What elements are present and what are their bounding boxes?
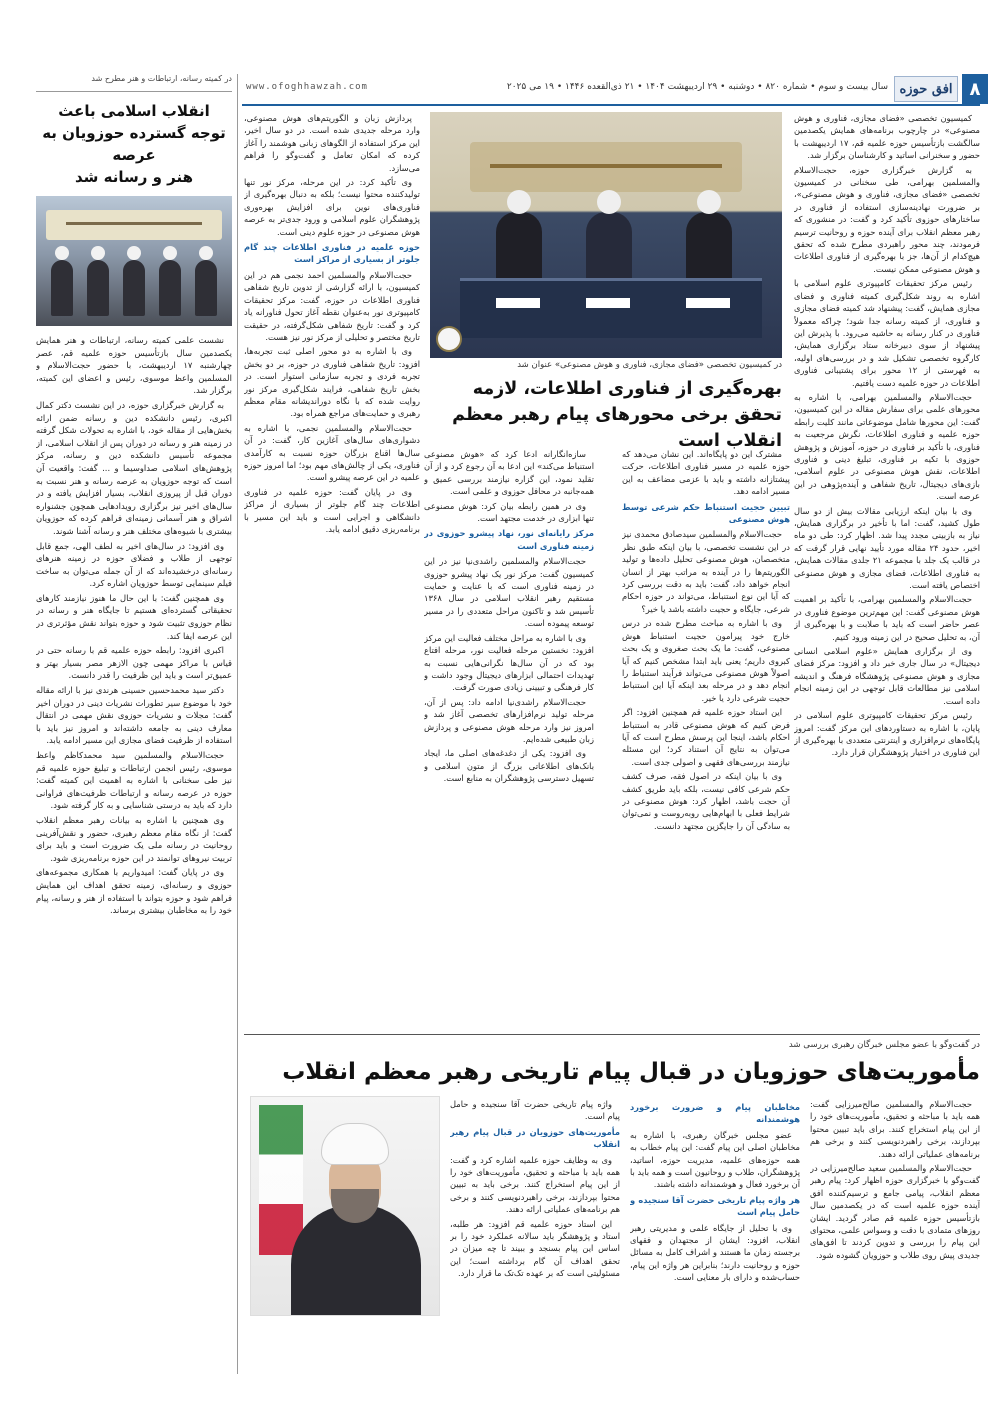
main-article-column-mid-left (424, 448, 594, 1024)
paragraph: سازه‌انگارانه ادعا کرد که «هوش مصنوعی استنباط می‌کند» این ادعا به آن رجوع کرد و از آن تقلید نمود، این گزاره نیازمند بررسی عمیق و همه‌جانبه در محافل حوزوی و علمی است. (424, 449, 594, 497)
nameplate (496, 298, 540, 308)
bottom-article-column-3 (450, 1098, 620, 1378)
paragraph: اکبری افزود: رابطه حوزه علمیه قم با رسانه حتی در قیاس با مراکز مهمی چون الازهر مصر بسیار بهتر و عمیق‌تر است و باید این ظرفیت را قدر دانست. (36, 645, 232, 681)
panelist-figure (159, 260, 181, 316)
paragraph: این استاد حوزه علمیه قم افزود: هر طلبه، استاد و پژوهشگر باید سالانه عملکرد خود را بر اساس این پیام بسنجد و ببیند تا چه میزان در تحقق اهداف آن گام برداشته است؛ این مسئولیتی است که بر عهده تک‌تک ما قرار دارد. (450, 1218, 620, 1279)
main-article-photo (430, 112, 782, 358)
paragraph: وی به وظایف حوزه علمیه اشاره کرد و گفت: همه باید با مباحثه و تحقیق، مأموریت‌های خود را از این پیام استخراج کنند. برخی باید به تبیین محتوا بپردازند، برخی راهبردنویسی کنند و برخی هم برنامه‌های عملیاتی ارائه دهند. (450, 1154, 620, 1215)
paragraph: به گزارش خبرگزاری حوزه، حجت‌الاسلام والمسلمین بهرامی، طی سخنانی در کمیسیون تخصصی «فضای مجازی، فناوری و هوش مصنوعی»، بر ضرورت نهادینه‌سازی استفاده از فناوری در ساختارهای حوزوی تأکید کرد و گفت: در منشوری که رهبر معظم انقلاب برای آینده حوزه و روحانیت ترسیم فرمودند، چند محور راهبردی مطرح شده که تحقق هیچ‌کدام از آن‌ها، جز با بهره‌گیری از فناوری اطلاعات و هوش مصنوعی ممکن نیست. (794, 164, 980, 274)
website-url[interactable]: www.ofoghhawzah.com (246, 82, 368, 92)
panelist-figure (123, 260, 145, 316)
paragraph: وی همچنین گفت: با این حال ما هنوز نیازمند کارهای تحقیقاتی گسترده‌ای هستیم تا جایگاه هنر و رسانه در نظام حوزوی تثبیت شود و حوزه بتواند نقش مؤثرتری در این عرصه ایفا کند. (36, 592, 232, 641)
paragraph: حجت‌الاسلام والمسلمین سعید صالح‌میرزایی در گفت‌وگو با خبرگزاری حوزه اظهار کرد: پیام رهبر معظم انقلاب، پیامی جامع و ترسیم‌کننده افق آینده حوزه علمیه است که در یکصدمین سال بازتأسیس حوزه علمیه قم صادر گردید. ایشان روزهای متمادی با دقت و وسواس علمی، محتوای این پیام را بررسی و تدوین کردند تا افق‌های جدیدی پیش روی طلاب و حوزویان گشوده شود. (810, 1163, 980, 1260)
left-article-body (36, 334, 232, 1344)
column-divider (237, 74, 238, 1374)
paragraph: دکتر سید محمدحسین حسینی هرندی نیز با ارائه مقاله خود با موضوع سیر تطورات نشریات دینی در دوران اخیر گفت: مجلات و نشریات حوزوی نقش مهمی در انتقال معارف دینی به جامعه داشته‌اند و امروز نیز باید با استفاده از ظرفیت فضای مجازی این مسیر ادامه یابد. (36, 685, 232, 746)
panelist-figure (195, 260, 217, 316)
banner-graphic (46, 210, 222, 240)
agency-emblem (436, 326, 462, 352)
issue-info: سال بیست و سوم • شماره ۸۲۰ • دوشنبه • ۲۹ اردیبهشت ۱۴۰۴ • ۲۱ ذی‌القعده ۱۴۴۶ • ۱۹ می ۲۰۲۵ (506, 82, 888, 92)
subheading: مرکز رایانه‌ای نور، نهاد پیشرو حوزوی در زمینه فناوری است (424, 528, 594, 551)
left-article-photo (36, 196, 232, 326)
paragraph: وی در پایان گفت: حوزه علمیه در فناوری اطلاعات چند گام جلوتر از بسیاری از مراکز دانشگاهی و اجرایی است و باید این مسیر با برنامه‌ریزی دقیق ادامه یابد. (244, 486, 420, 534)
main-article-column-left (244, 112, 420, 1024)
paragraph: وی افزود: در سال‌های اخیر به لطف الهی، جمع قابل توجهی از طلاب و فضلای حوزه در زمینه هنرهای رسانه‌ای درخشیده‌اند که از آن جمله می‌توان به ساخت فیلم سینمایی توسط حوزویان اشاره کرد. (36, 540, 232, 589)
bottom-article-column-2 (630, 1098, 800, 1378)
speaker-figure (686, 212, 732, 282)
subheading: مأموریت‌های حوزویان در قبال پیام رهبر انقلاب (450, 1126, 620, 1150)
paragraph: نشست علمی کمیته رسانه، ارتباطات و هنر همایش یکصدمین سال بازتأسیس حوزه علمیه قم، عصر چهارشنبه ۱۷ اردیبهشت، با حضور حجت‌الاسلام و المسلمین واعظ موسوی، رئیس و اعضای این کمیته، برگزار شد. (36, 335, 232, 396)
paragraph: حجت‌الاسلام راشدی‌نیا ادامه داد: پس از آن، مرحله تولید نرم‌افزارهای تخصصی آغاز شد و امروز نیز وارد مرحله هوش مصنوعی و پردازش زبان طبیعی شده‌ایم. (424, 696, 594, 744)
left-article (36, 74, 232, 1374)
panelist-figure (51, 260, 73, 316)
paragraph: پردازش زبان و الگوریتم‌های هوش مصنوعی، وارد مرحله جدیدی شده است. در دو سال اخیر، این مرکز استفاده از الگوهای زبانی هوشمند را آغاز کرده که امکان تعامل و گفت‌وگو را فراهم می‌سازد. (244, 113, 420, 173)
paragraph: وی با تحلیل از جایگاه علمی و مدیریتی رهبر انقلاب، افزود: ایشان از مجتهدان و فقهای برجسته زمان ما هستند و اشراف کامل به مسائل حوزه و روحانیت دارند؛ بنابراین هر واژه این پیام، حساب‌شده و دارای بار معنایی است. (630, 1222, 800, 1283)
nameplate (686, 298, 730, 308)
paragraph: عضو مجلس خبرگان رهبری، با اشاره به مخاطبان اصلی این پیام گفت: این پیام خطاب به همه حوزه‌های علمیه، مدیریت حوزه، اساتید، پژوهشگران، طلاب و روحانیون است و همه باید با آن برخورد فعال و هوشمندانه داشته باشند. (630, 1129, 800, 1190)
paragraph: وی افزود: یکی از دغدغه‌های اصلی ما، ایجاد بانک‌های اطلاعاتی بزرگ از متون اسلامی و تسهیل دسترسی پژوهشگران به منابع است. (424, 748, 594, 784)
section-divider (244, 1034, 980, 1035)
interviewee-portrait (250, 1096, 440, 1316)
speaker-figure (496, 212, 542, 282)
left-article-title (36, 100, 232, 188)
header-divider (242, 104, 980, 106)
paragraph: وی با اشاره به مباحث مطرح شده در درس خارج خود پیرامون حجیت استنباط هوش مصنوعی، گفت: ما یک بحث صغروی و یک بحث کبروی داریم؛ یعنی باید ابتدا مشخص کنیم که آیا اصولاً هوش مصنوعی می‌تواند فرآیند استنباط را انجام دهد و در مرحله بعد اینکه آیا این استنباط حجیت شرعی دارد یا خیر. (622, 618, 790, 703)
paragraph: حجت‌الاسلام والمسلمین راشدی‌نیا نیز در این کمیسیون گفت: مرکز نور یک نهاد پیشرو حوزوی در زمینه فناوری است که با عنایت و حمایت مستقیم رهبر انقلاب اسلامی در سال ۱۳۶۸ تأسیس شد و تاکنون مراحل متعددی را در مسیر توسعه پیموده است. (424, 556, 594, 629)
paragraph: رئیس مرکز تحقیقات کامپیوتری علوم اسلامی با اشاره به روند شکل‌گیری کمیته فناوری و فضای مجازی همایش، گفت: پیشنهاد شد کمیته فضای مجازی و فناوری، از کمیته رسانه جدا شود؛ چراکه معمولاً فناوری در کنار رسانه به حاشیه می‌رود. با پذیرش این پیشنهاد از سوی دبیرخانه ستاد برگزاری همایش، کارگروه تخصصی تشکیل شد و در بررسی‌های اولیه، به فهرستی از ۱۲ محور برای پشتیبانی فناوری اطلاعات در حوزه علمیه دست یافتیم. (794, 278, 980, 388)
bottom-article-headline: مأموریت‌های حوزویان در قبال پیام تاریخی رهبر معظم انقلاب (282, 1059, 980, 1085)
turban-graphic (321, 1123, 389, 1165)
left-title-line: انقلاب اسلامی باعث (58, 102, 210, 120)
paragraph: وی همچنین با اشاره به بیانات رهبر معظم انقلاب گفت: از نگاه مقام معظم رهبری، حضور و نقش‌آفرینی روحانیت در رسانه ملی یک ضرورت است و باید برای تربیت نیروهای توانمند در این حوزه برنامه‌ریزی شود. (36, 814, 232, 863)
page-header (242, 74, 980, 104)
main-article (244, 112, 980, 1132)
iran-flag-graphic (259, 1105, 303, 1255)
subheading: حوزه علمیه در فناوری اطلاعات چند گام جلوتر از بسیاری از مراکز است (244, 242, 420, 265)
left-title-line: توجه گسترده حوزویان به عرصه (42, 124, 226, 164)
paragraph: وی در پایان گفت: امیدواریم با همکاری مجموعه‌های حوزوی و رسانه‌ای، زمینه تحقق اهداف این همایش فراهم شود و حوزه بتواند با استفاده از هنر و رسانه، پیام خود را به مخاطبان بیشتری برساند. (36, 867, 232, 916)
publication-logo: افق حوزه (894, 76, 958, 102)
main-article-headline: بهره‌گیری از فناوری اطلاعات، لازمه تحقق برخی محورهای پیام رهبر معظم انقلاب است (452, 379, 782, 451)
main-article-column-mid-right (622, 448, 790, 1024)
paragraph: وی با اشاره به دو محور اصلی ثبت تجربه‌ها، افزود: تاریخ شفاهی فناوری در حوزه، بر دو بخش تجربه فردی و تجربه سازمانی استوار است. در بخش تاریخ شفاهی، فرایند شکل‌گیری مرکز نور روایت شده که با نگاه دوراندیشانه مقام معظم رهبری و حمایت‌های مراجع همراه بود. (244, 346, 420, 419)
bottom-article (244, 1040, 980, 1380)
left-title-line: هنر و رسانه شد (74, 168, 193, 186)
paragraph: حجت‌الاسلام والمسلمین بهرامی، با تأکید بر اهمیت هوش مصنوعی گفت: این مهم‌ترین موضوع فناوری در عصر حاضر است که باید با صلابت و با بهره‌گیری از آن، به تحلیل صحیح در این زمینه ورود کنیم. (794, 594, 980, 642)
paragraph: کمیسیون تخصصی «فضای مجازی، فناوری و هوش مصنوعی» در چارچوب برنامه‌های همایش یکصدمین سالگشت بازتأسیس حوزه علمیه قم، ۱۷ اردیبهشت با حضور و سخنرانی اساتید و کارشناسان برگزار شد. (794, 113, 980, 161)
paragraph: رئیس مرکز تحقیقات کامپیوتری علوم اسلامی در پایان، با اشاره به دستاوردهای این مرکز گفت: امروز پایگاه‌های نرم‌افزاری و اینترنتی متعددی با بهره‌گیری از این فناوری در اختیار پژوهشگران قرار دارد. (794, 710, 980, 758)
paragraph: واژه پیام تاریخی حضرت آقا سنجیده و حامل پیام است. (450, 1099, 620, 1122)
paragraph: مشترک این دو پایگاه‌اند. این نشان می‌دهد که حوزه علمیه در مسیر فناوری اطلاعات، حرکت پیشتازانه داشته و باید با عزمی مضاعف به این مسیر ادامه دهد. (622, 449, 790, 497)
paragraph: حجت‌الاسلام والمسلمین بهرامی، با اشاره به محورهای علمی برای سفارش مقاله در این کمیسیون، گفت: این محورها شامل موضوعاتی مانند کلیت رابطه حوزه علمیه و فناوری اطلاعات، نگرش مرجعیت به فناوری، با تأکید بر فناوری در حوزه، آموزش و پژوهش حوزوی با تکیه بر فناوری، تبلیغ دینی و فناوری اطلاعات، نقش هوش مصنوعی در علوم اسلامی، بازی‌های دیجیتال، تاریخ شفاهی و آینده‌پژوهی در این عرصه است. (794, 391, 980, 502)
panel-table (460, 278, 762, 338)
paragraph: حجت‌الاسلام والمسلمین احمد نجمی هم در این کمیسیون، با ارائه گزارشی از تدوین تاریخ شفاهی فناوری اطلاعات در حوزه، گفت: مرکز تحقیقات کامپیوتری نور به‌عنوان نقطه آغاز تحول فناورانه یاد کرد و گفت: تاریخ شفاهی شکل‌گرفته، در حقیقت تاریخ مختصر و تحلیلی از مرکز نور نیز هست. (244, 269, 420, 342)
paragraph: وی از برگزاری همایش «علوم اسلامی انسانی دیجیتال» در سال جاری خبر داد و افزود: مرکز فضای مجازی و هوش مصنوعی پژوهشگاه فرهنگ و اندیشه اسلامی نیز مطالعات قابل توجهی در این زمینه انجام داده است. (794, 646, 980, 706)
subheading: هر واژه پیام تاریخی حضرت آقا سنجیده و حامل پیام است (630, 1194, 800, 1218)
conference-banner (470, 142, 742, 192)
panelist-figure (87, 260, 109, 316)
paragraph: حجت‌الاسلام والمسلمین صالح‌میرزایی گفت: همه باید با مباحثه و تحقیق، مأموریت‌های خود را از این پیام استخراج کنند. برای باید تبیین محتوا بپردازند، برخی راهبردنویسی کنند و برخی هم برنامه‌های عملیاتی ارائه دهند. (810, 1099, 980, 1159)
paragraph: حجت‌الاسلام والمسلمین سید محمدکاظم واعظ موسوی، رئیس انجمن ارتباطات و تبلیغ حوزه علمیه قم نیز طی سخنانی با اشاره به اهمیت این کمیته گفت: حوزه در عرصه رسانه و ارتباطات ظرفیت‌های فراوانی دارد که باید به درستی شناسایی و به کار گرفته شود. (36, 750, 232, 811)
paragraph: حجت‌الاسلام والمسلمین نجمی، با اشاره به دشواری‌های سال‌های آغازین کار، گفت: در آن سال‌ها اقناع بزرگان حوزه نسبت به کارآمدی فناوری، یکی از چالش‌های مهم بود؛ اما امروز حوزه علمیه در این عرصه پیشرو است. (244, 422, 420, 483)
paragraph: حجت‌الاسلام والمسلمین سیدصادق محمدی نیز در این نشست تخصصی، با بیان اینکه طبق نظر متخصصان، هوش مصنوعی تحلیل داده‌ها و تولید الگوریتم‌ها را در آینده به مراتب بهتر از انسان انجام خواهد داد، گفت: باید به دقت بررسی کرد که آیا این نوع استنباط، می‌تواند در حوزه احکام شرعی، جایگاه و حجیت داشته باشد یا خیر؟ (622, 529, 790, 614)
speaker-figure (586, 212, 632, 282)
paragraph: این استاد حوزه علمیه قم همچنین افزود: اگر فرض کنیم که هوش مصنوعی قادر به استنباط احکام باشد، اینجا این پرسش مطرح است که آیا می‌توان به نتایج آن استناد کرد؛ این مسئله نیازمند بررسی‌های فقهی و اصولی جدی است. (622, 707, 790, 767)
paragraph: به گزارش خبرگزاری حوزه، در این نشست دکتر کمال اکبری، رئیس دانشکده دین و رسانه ضمن ارائه بخش‌هایی از مقاله خود، با اشاره به تحولات شکل گرفته در زمینه هنر و رسانه در دوران پس از انقلاب اسلامی، از مجموعه تأسیس دانشکده دین و رسانه، مرکز پژوهش‌های اسلامی صداوسیما و ... گفت: واقعیت آن است که توجه حوزویان به عرصه رسانه و هنر نسبت به دوران قبل از پیروزی انقلاب، بسیار افزایش یافته و در سال‌های اخیر نیز برگزاری رویدادهایی همچون جشنواره اشراق و هنر آسمانی زمینه‌ای فراهم کرده که حوزویان بیشتری با شیوه‌های مختلف هنر و رسانه آشنا شوند. (36, 399, 232, 536)
nameplate (586, 298, 630, 308)
paragraph: وی با بیان اینکه در اصول فقه، صرف کشف حکم شرعی کافی نیست، بلکه باید طریق کشف آن حجت باشد، اظهار کرد: هوش مصنوعی در شرایط فعلی با ابهام‌هایی روبه‌روست و نمی‌توان به سادگی آن را جایگزین مجتهد دانست. (622, 771, 790, 831)
bottom-article-kicker: در گفت‌وگو با عضو مجلس خبرگان رهبری بررسی شد (788, 1040, 980, 1050)
page-number: ۸ (962, 74, 988, 104)
paragraph: وی با بیان اینکه ارزیابی مقالات بیش از دو سال طول کشید، گفت: اما با تأخیر در برگزاری همایش، نیاز به بازبینی مجدد پیدا شد. اظهار کرد: طی دو ماه اخیر، حدود ۲۴ مقاله مورد تأیید نهایی قرار گرفت که در قالب یک جلد با مجموعه ۲۱ جلدی مقالات همایش، به فناوری اطلاعات، فضای مجازی و هوش مصنوعی اختصاص یافته است. (794, 505, 980, 591)
left-article-category: در کمیته رسانه، ارتباطات و هنر مطرح شد (36, 74, 232, 92)
bottom-article-column-1 (810, 1098, 980, 1378)
paragraph: وی در همین رابطه بیان کرد: هوش مصنوعی تنها ابزاری در خدمت مجتهد است. (424, 500, 594, 524)
subheading: تبیین حجیت استنباط حکم شرعی توسط هوش مصنوعی (622, 501, 790, 525)
main-article-column-right (794, 112, 980, 1024)
subheading: مخاطبان پیام و ضرورت برخورد هوشمندانه (630, 1102, 800, 1125)
main-article-caption: در کمیسیون تخصصی «فضای مجازی، فناوری و هوش مصنوعی» عنوان شد (517, 360, 782, 370)
paragraph: وی با اشاره به مراحل مختلف فعالیت این مرکز افزود: نخستین مرحله فعالیت نور، مرحله افتاع بود که در آن سال‌ها نگرانی‌هایی نسبت به تهدیدات احتمالی ابزارهای دیجیتال وجود داشت و کار فرهنگی و تبیینی زیادی صورت گرفت. (424, 632, 594, 693)
paragraph: وی تأکید کرد: در این مرحله، مرکز نور تنها تولیدکننده محتوا نیست؛ بلکه به دنبال بهره‌گیری از فناوری‌های نوین برای افزایش بهره‌وری پژوهشگران علوم اسلامی و ورود جدی‌تر به عرصه هوش مصنوعی در حوزه علوم دینی است. (244, 177, 420, 237)
